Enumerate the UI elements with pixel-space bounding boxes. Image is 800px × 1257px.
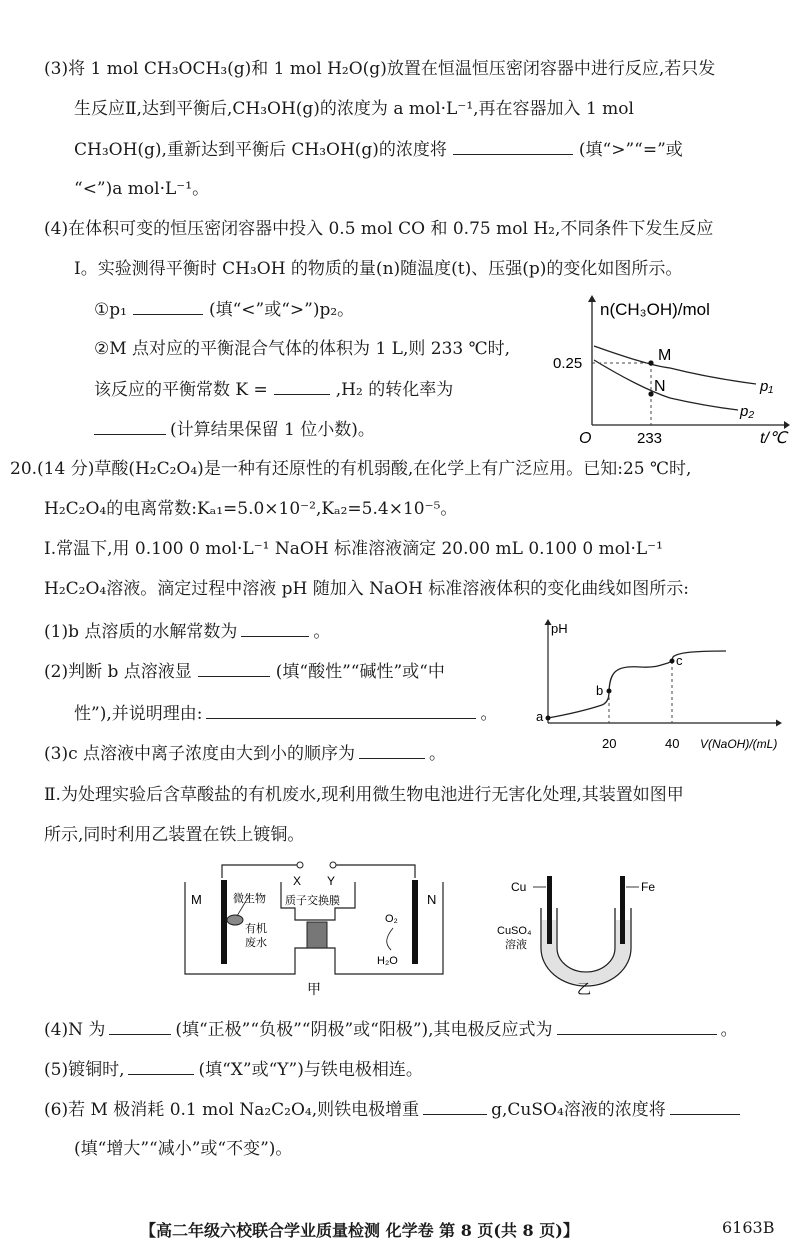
jia-label-M: M (191, 892, 202, 907)
q20-sub-4-blank[interactable] (109, 1018, 171, 1035)
q20-sub-2 (44, 660, 445, 683)
chart1-point-M (648, 360, 653, 365)
chart-titration (530, 615, 790, 760)
q20-sub-6 (44, 1098, 744, 1121)
chart1-origin: O (579, 430, 592, 447)
yi-electrode-fe (620, 876, 625, 944)
q4-line-2: Ⅰ。实验测得平衡时 CH₃OH 的物质的量(n)随温度(t)、压强(p)的变化如图所示。 (74, 259, 683, 279)
q20-sub-4-text: (4)N 为 (44, 1020, 106, 1040)
q4-sub-1 (94, 298, 354, 321)
q20-sub-2-reason-label: 性”),并说明理由: (74, 704, 203, 724)
jia-label-o2: O₂ (385, 913, 398, 925)
chart1-y-arrow (588, 295, 596, 302)
chart2-x-arrow (776, 720, 782, 727)
jia-terminal-Y (330, 862, 336, 868)
jia-label-N: N (427, 892, 437, 907)
q20-sub-6-line-2: (填“增大”“减小”或“不变”)。 (74, 1139, 293, 1159)
q4-sub-2-line-2 (94, 378, 453, 401)
chart-equilibrium (553, 290, 790, 450)
footer-code: 6163B (722, 1218, 775, 1237)
chart2-label-a: a (536, 709, 544, 724)
chart2-ylabel: pH (551, 621, 568, 636)
chart1-curve-p1 (594, 346, 756, 384)
q4-line-1: (4)在体积可变的恒压密闭容器中投入 0.5 mol CO 和 0.75 mol H₂,不同条件下发生反应 (44, 219, 714, 239)
q4-sub-2-k-label: 该反应的平衡常数 K = (94, 380, 268, 400)
q20-sub-3-end: 。 (429, 744, 447, 764)
jia-microbe-blob (227, 915, 243, 925)
chart2-point-b (607, 689, 612, 694)
q20-sub-6-conc-blank[interactable] (670, 1098, 740, 1115)
q20-sub-1-blank[interactable] (241, 620, 309, 637)
q20-sub-4-equation-blank[interactable] (557, 1018, 717, 1035)
q20-part2-line-2: 所示,同时利用乙装置在铁上镀铜。 (44, 825, 305, 845)
q20-sub-2-blank[interactable] (198, 660, 270, 677)
q3-line-4: “<”)a mol·L⁻¹。 (74, 179, 210, 199)
q3-line-3-text: CH₃OH(g),重新达到平衡后 CH₃OH(g)的浓度将 (74, 140, 447, 160)
q20-sub-1-end: 。 (313, 622, 331, 642)
q20-sub-1-text: (1)b 点溶质的水解常数为 (44, 622, 238, 642)
chart1-label-N: N (654, 378, 666, 395)
q20-part1-line-2: H₂C₂O₄溶液。滴定过程中溶液 pH 随加入 NaOH 标准溶液体积的变化曲线如图所示: (44, 579, 690, 599)
q20-reason-blank[interactable] (206, 702, 476, 719)
q20-sub-3-blank[interactable] (359, 742, 425, 759)
chart2-xlabel: V(NaOH)/(mL) (700, 737, 778, 751)
q20-line-2: H₂C₂O₄的电离常数:Kₐ₁=5.0×10⁻²,Kₐ₂=5.4×10⁻⁵。 (44, 499, 458, 519)
q3-line-3-hint: (填“>”“=”或 (578, 140, 683, 160)
q4-k-blank[interactable] (274, 378, 330, 395)
figure-yi-plating (495, 858, 665, 998)
q20-sub-1 (44, 620, 330, 643)
jia-reaction-arrow (387, 928, 393, 950)
yi-label-solution: 溶液 (505, 939, 527, 951)
q20-sub-5-hint: (填“X”或“Y”)与铁电极相连。 (198, 1060, 423, 1080)
q4-sub-2-line-3 (94, 418, 375, 441)
q4-sub-2-line-1: ②M 点对应的平衡混合气体的体积为 1 L,则 233 ℃时, (94, 339, 511, 359)
q20-sub-6-mass-blank[interactable] (423, 1098, 487, 1115)
q20-sub-5 (44, 1058, 423, 1081)
q3-line-3 (74, 138, 683, 161)
chart1-x-arrow (784, 421, 790, 429)
q4-sub-1-hint: (填“<”或“>”)p₂。 (208, 300, 355, 320)
chart2-label-b: b (596, 683, 604, 698)
chart1-ylabel: n(CH₃OH)/mol (600, 300, 710, 319)
jia-label-membrane: 质子交换膜 (285, 895, 340, 907)
yi-label-cuso4: CuSO₄ (497, 925, 532, 937)
q20-sub-6-text: (6)若 M 极消耗 0.1 mol Na₂C₂O₄,则铁电极增重 (44, 1100, 420, 1120)
chart1-point-N (648, 391, 653, 396)
chart2-titration-curve (548, 651, 726, 718)
q4-sub-2-note: (计算结果保留 1 位小数)。 (170, 420, 375, 440)
yi-label-cu: Cu (511, 880, 527, 894)
jia-label-waste-1: 有机 (245, 923, 267, 935)
jia-terminal-X (297, 862, 303, 868)
q20-sub-2-text: (2)判断 b 点溶液显 (44, 662, 192, 682)
chart1-xtick: 233 (637, 430, 663, 447)
q20-line-1: 20.(14 分)草酸(H₂C₂O₄)是一种有还原性的有机弱酸,在化学上有广泛应用。已知:25 ℃时, (10, 459, 692, 479)
jia-label-h2o: H₂O (377, 955, 398, 967)
footer-title: 【高二年级六校联合学业质量检测 化学卷 第 8 页(共 8 页)】 (140, 1221, 579, 1240)
q4-sub-1-blank[interactable] (133, 298, 203, 315)
jia-wire-left (222, 865, 297, 878)
chart2-xtick-20: 20 (602, 736, 617, 751)
yi-utube-inner (557, 908, 615, 972)
jia-label-X: X (293, 874, 302, 888)
q20-sub-3 (44, 742, 446, 765)
q4-sub-2-conv-label: ,H₂ 的转化率为 (335, 380, 454, 400)
q20-sub-4-end: 。 (720, 1020, 738, 1040)
q20-part2-line-1: Ⅱ.为处理实验后含草酸盐的有机废水,现利用微生物电池进行无害化处理,其装置如图甲 (44, 785, 684, 805)
q20-sub-3-text: (3)c 点溶液中离子浓度由大到小的顺序为 (44, 744, 356, 764)
q20-sub-2-hint: (填“酸性”“碱性”或“中 (275, 662, 445, 682)
chart2-label-c: c (676, 653, 683, 668)
q20-sub-5-blank[interactable] (128, 1058, 194, 1075)
q20-part1-line-1: Ⅰ.常温下,用 0.100 0 mol·L⁻¹ NaOH 标准溶液滴定 20.00 mL 0.100 0 mol·L⁻¹ (44, 539, 663, 559)
chart2-xtick-40: 40 (665, 736, 680, 751)
jia-wire-right (336, 865, 415, 878)
jia-label-Y: Y (327, 874, 336, 888)
q20-sub-2-line-2 (74, 702, 497, 725)
chart1-label-p2: p₂ (740, 403, 755, 420)
chart1-xlabel: t/℃ (760, 430, 787, 447)
q20-sub-2-end: 。 (480, 704, 498, 724)
jia-label-microbe: 微生物 (233, 893, 266, 905)
q3-line-2: 生反应Ⅱ,达到平衡后,CH₃OH(g)的浓度为 a mol·L⁻¹,再在容器加入 1 mol (74, 99, 634, 119)
q20-sub-4 (44, 1018, 738, 1041)
jia-caption: 甲 (307, 981, 321, 997)
q3-answer-blank[interactable] (453, 138, 573, 155)
chart2-point-c (670, 659, 675, 664)
q20-sub-6-mid: g,CuSO₄溶液的浓度将 (491, 1100, 666, 1120)
jia-electrode-N (412, 880, 418, 964)
yi-label-fe: Fe (641, 880, 656, 894)
q3-line-1: (3)将 1 mol CH₃OCH₃(g)和 1 mol H₂O(g)放置在恒温恒压密闭容器中进行反应,若只发 (44, 59, 716, 79)
chart1-label-M: M (658, 347, 672, 364)
q20-sub-4-hint: (填“正极”“负极”“阴极”或“阳极”),其电极反应式为 (175, 1020, 553, 1040)
q4-sub-1-label: ①p₁ (94, 300, 127, 320)
chart2-point-a (546, 716, 551, 721)
jia-label-waste-2: 废水 (245, 937, 267, 949)
q20-sub-5-text: (5)镀铜时, (44, 1060, 125, 1080)
jia-membrane (307, 922, 327, 948)
jia-electrode-M (221, 880, 227, 964)
yi-caption: 乙 (577, 981, 591, 997)
q4-conversion-blank[interactable] (94, 418, 166, 435)
chart1-ytick: 0.25 (553, 355, 583, 372)
yi-electrode-cu (547, 876, 552, 944)
figure-jia-fuel-cell (185, 858, 455, 998)
chart1-label-p1: p₁ (760, 378, 774, 395)
